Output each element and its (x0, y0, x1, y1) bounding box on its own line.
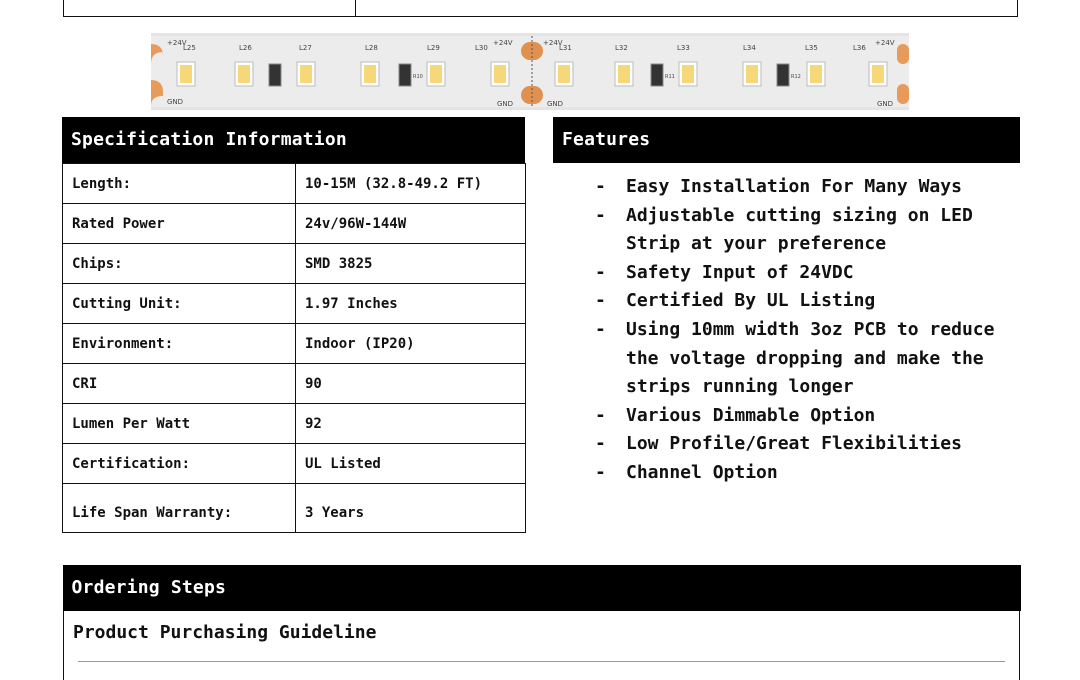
spec-value: 92 (296, 404, 526, 444)
specification-section (62, 117, 525, 533)
top-table-fragment (63, 0, 1018, 17)
spec-label: Rated Power (63, 204, 296, 244)
solder-pad (151, 44, 163, 64)
led-strip-drawing (151, 36, 909, 107)
spec-value: SMD 3825 (296, 244, 526, 284)
spec-value: 24v/96W-144W (296, 204, 526, 244)
led-chip (177, 62, 195, 86)
list-item (595, 259, 1015, 288)
spec-label: Environment: (63, 324, 296, 364)
feature-text: Certified By UL Listing (626, 290, 876, 312)
gnd-label: GND (877, 100, 894, 107)
spec-value: 3 Years (296, 484, 526, 533)
chip-label: L36 (853, 44, 866, 52)
led-chip (679, 62, 697, 86)
chip-label: L34 (743, 44, 756, 52)
chip-label: L35 (805, 44, 818, 52)
features-list (595, 173, 1015, 488)
table-row (63, 284, 526, 324)
resistor-label: R11 (665, 74, 675, 80)
spec-value: 10-15M (32.8-49.2 FT) (296, 164, 526, 204)
led-chip (427, 62, 445, 86)
led-chip (869, 62, 887, 86)
chip-label: L32 (615, 44, 628, 52)
bullet-dash: - (595, 204, 606, 226)
resistors (269, 64, 789, 86)
table-row (63, 484, 526, 533)
chip-label: L28 (365, 44, 378, 52)
feature-text: Low Profile/Great Flexibilities (626, 433, 962, 455)
table-row (63, 444, 526, 484)
ordering-section (63, 565, 1020, 680)
list-item (595, 287, 1015, 316)
led-chip (807, 62, 825, 86)
plus-label: +24V (167, 39, 187, 47)
chip-label: L25 (183, 44, 196, 52)
spec-value: 1.97 Inches (296, 284, 526, 324)
list-item (595, 316, 1015, 402)
spec-label: CRI (63, 364, 296, 404)
resistor-label: R12 (791, 74, 801, 80)
spec-label: Chips: (63, 244, 296, 284)
gnd-label: GND (167, 98, 184, 106)
gnd-label: GND (547, 100, 564, 107)
bullet-dash: - (595, 404, 606, 426)
led-chip (555, 62, 573, 86)
bullet-dash: - (595, 461, 606, 483)
bullet-dash: - (595, 290, 606, 312)
bullet-dash: - (595, 261, 606, 283)
solder-pad (151, 80, 163, 106)
led-strip-image (151, 33, 909, 110)
plus-label: +24V (543, 39, 563, 47)
gnd-label: GND (497, 100, 514, 107)
spec-label: Cutting Unit: (63, 284, 296, 324)
ordering-header: Ordering Steps (63, 565, 1021, 611)
table-row (63, 164, 526, 204)
resistor (651, 64, 663, 86)
spec-value: UL Listed (296, 444, 526, 484)
table-row (63, 204, 526, 244)
led-chip (235, 62, 253, 86)
bullet-dash: - (595, 318, 606, 340)
spec-label: Life Span Warranty: (63, 484, 296, 533)
feature-text: Easy Installation For Many Ways (626, 176, 962, 197)
list-item (595, 459, 1015, 488)
solder-pad (897, 44, 909, 64)
spec-value: Indoor (IP20) (296, 324, 526, 364)
table-row (63, 364, 526, 404)
list-item (595, 430, 1015, 459)
features-section (553, 117, 1020, 483)
divider (78, 661, 1005, 662)
spec-label: Length: (63, 164, 296, 204)
resistor (777, 64, 789, 86)
list-item (595, 402, 1015, 431)
spec-value: 90 (296, 364, 526, 404)
top-table-divider (355, 0, 356, 16)
chip-label: L30 (475, 44, 488, 52)
plus-label: +24V (875, 39, 895, 47)
bullet-dash: - (595, 176, 606, 197)
led-chip (297, 62, 315, 86)
resistor (399, 64, 411, 86)
resistor (269, 64, 281, 86)
list-item (595, 202, 1015, 259)
solder-pad (897, 84, 909, 104)
led-chip (491, 62, 509, 86)
chip-label: L27 (299, 44, 312, 52)
purchasing-guideline-title: Product Purchasing Guideline (73, 622, 377, 643)
feature-text: Adjustable cutting sizing on LED Strip at your preference (626, 204, 973, 255)
features-header: Features (553, 117, 1020, 163)
spec-table (62, 163, 526, 533)
chip-label: L33 (677, 44, 690, 52)
resistor-label: R10 (413, 74, 423, 80)
spec-header: Specification Information (62, 117, 525, 163)
plus-label: +24V (493, 39, 513, 47)
spec-label: Lumen Per Watt (63, 404, 296, 444)
chip-label: L26 (239, 44, 252, 52)
led-chip (361, 62, 379, 86)
led-chip (743, 62, 761, 86)
feature-text: Safety Input of 24VDC (626, 261, 854, 283)
feature-text: Using 10mm width 3oz PCB to reduce the voltage dropping and make the strips running longer (626, 318, 995, 398)
table-row (63, 244, 526, 284)
spec-label: Certification: (63, 444, 296, 484)
table-row (63, 324, 526, 364)
feature-text: Channel Option (626, 461, 778, 483)
list-item (595, 173, 1015, 202)
table-row (63, 404, 526, 444)
chip-label: L31 (559, 44, 572, 52)
feature-text: Various Dimmable Option (626, 404, 876, 426)
chip-label: L29 (427, 44, 440, 52)
bullet-dash: - (595, 433, 606, 455)
led-chip (615, 62, 633, 86)
